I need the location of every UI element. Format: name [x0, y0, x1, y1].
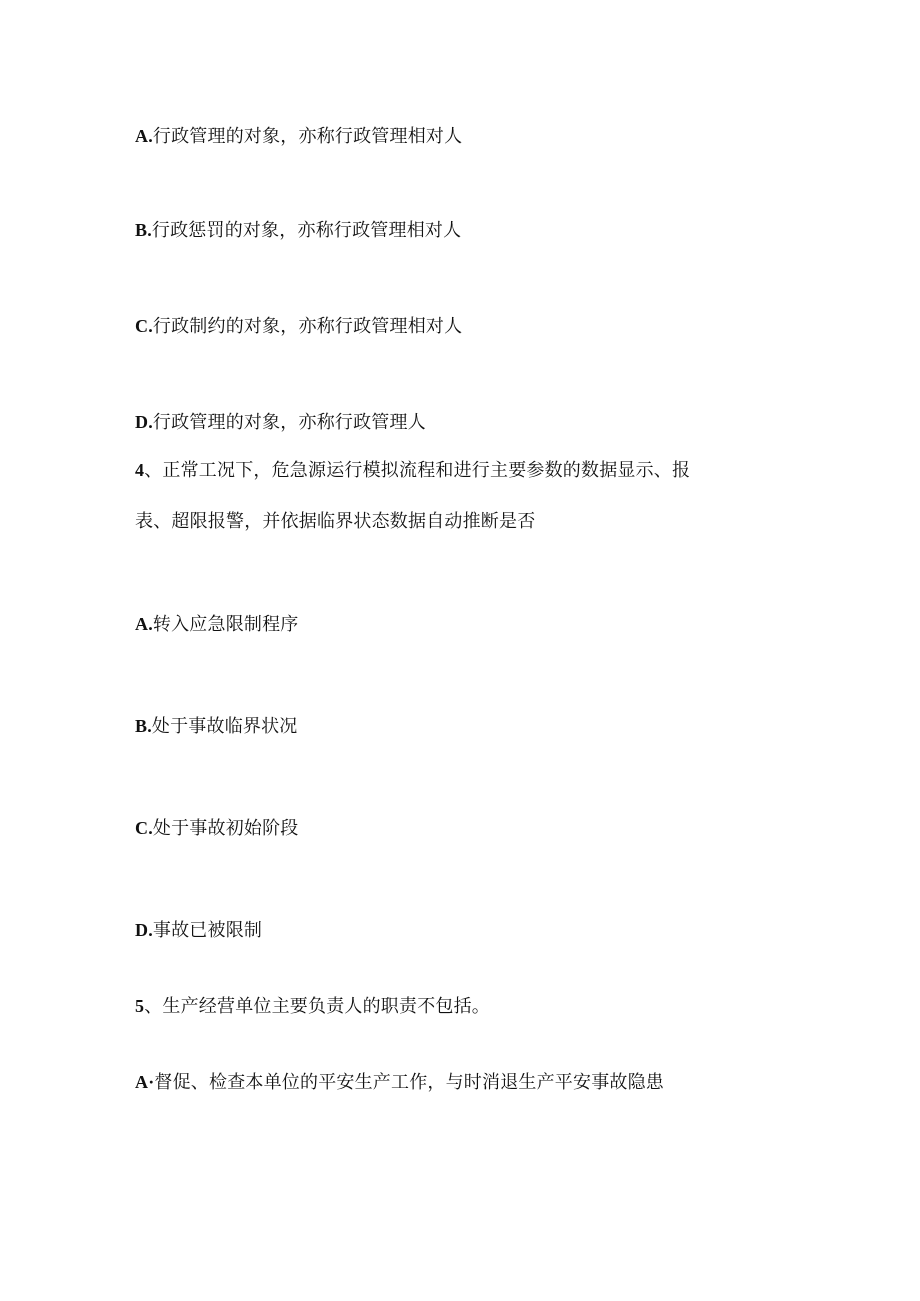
option-label: D. — [135, 412, 153, 432]
question-text: 、正常工况下，危急源运行模拟流程和进行主要参数的数据显示、报 — [144, 460, 691, 481]
option-label: D. — [135, 920, 153, 940]
q4-option-c — [135, 816, 299, 841]
q4-question-line-2 — [135, 510, 535, 534]
option-label: A. — [135, 614, 153, 634]
q4-option-a — [135, 612, 299, 637]
option-label: C. — [135, 818, 153, 838]
question-text: 、生产经营单位主要负责人的职责不包括。 — [144, 996, 491, 1017]
option-text: 转入应急限制程序 — [152, 614, 299, 635]
q5-option-a — [135, 1070, 664, 1095]
option-text: 处于事故临界状况 — [151, 716, 298, 737]
option-text: 督促、检查本单位的平安生产工作，与时消退生产平安事故隐患 — [154, 1072, 665, 1093]
q3-option-c — [135, 314, 462, 339]
option-label: B. — [135, 220, 152, 240]
question-number: 5 — [135, 996, 145, 1016]
q3-option-a — [135, 124, 462, 149]
option-text: 事故已被限制 — [152, 920, 263, 941]
q3-option-b — [135, 218, 461, 243]
option-label: A· — [135, 1072, 155, 1092]
q4-option-d — [135, 918, 262, 943]
q4-question-line-1 — [135, 458, 690, 483]
q5-question — [135, 994, 490, 1019]
option-label: B. — [135, 716, 152, 736]
q4-option-b — [135, 714, 298, 739]
option-text: 行政惩罚的对象，亦称行政管理相对人 — [151, 220, 462, 241]
option-text: 行政管理的对象，亦称行政管理相对人 — [152, 126, 463, 147]
option-text: 处于事故初始阶段 — [152, 818, 299, 839]
question-number: 4 — [135, 460, 145, 480]
option-label: A. — [135, 126, 153, 146]
option-text: 行政制约的对象，亦称行政管理相对人 — [152, 316, 463, 337]
option-label: C. — [135, 316, 153, 336]
question-text: 表、超限报警，并依据临界状态数据自动推断是否 — [135, 511, 536, 532]
q3-option-d — [135, 410, 426, 435]
option-text: 行政管理的对象，亦称行政管理人 — [152, 412, 426, 433]
